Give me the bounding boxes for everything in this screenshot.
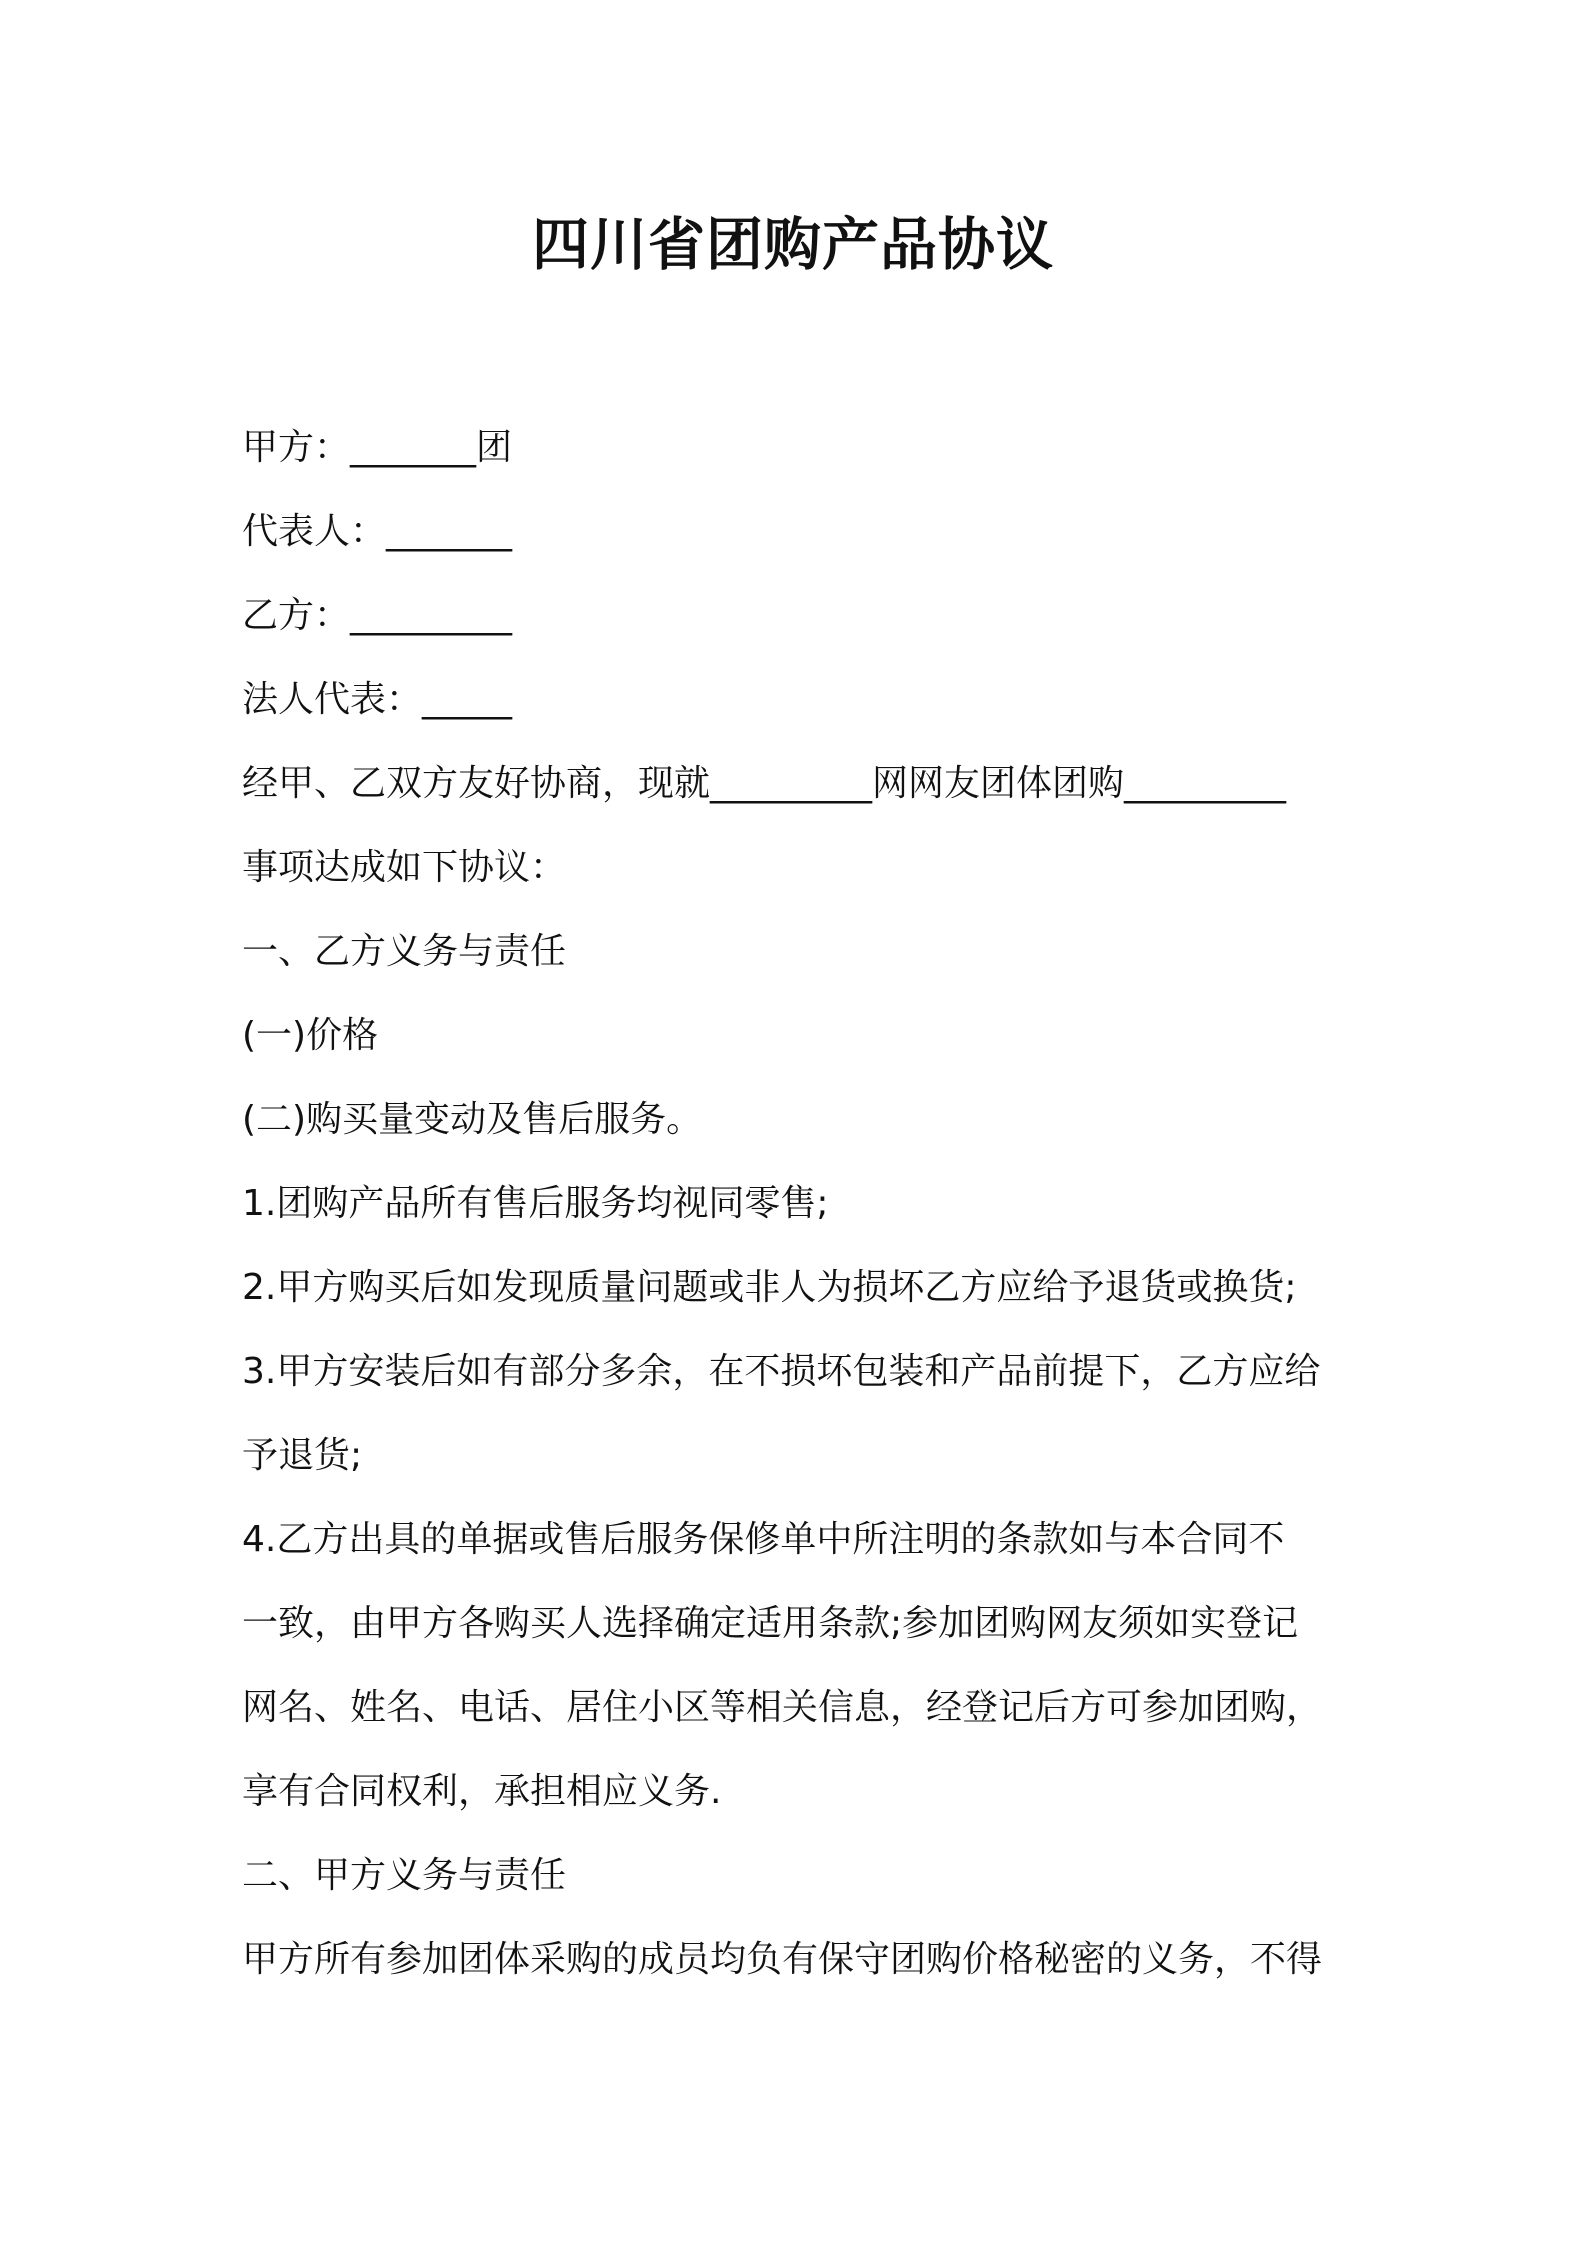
section-heading-1: 一、乙方义务与责任 [242,931,567,972]
document-body [242,406,1362,2002]
clause-2: 2.甲方购买后如发现质量问题或非人为损坏乙方应给予退货或换货; [242,1267,1297,1308]
clause-3: 3.甲方安装后如有部分多余，在不损坏包装和产品前提下，乙方应给 [242,1351,1321,1392]
party-a-duty-paragraph: 甲方所有参加团体采购的成员均负有保守团购价格秘密的义务，不得 [242,1939,1323,1980]
party-b-line: 乙方：_________ [242,595,513,636]
legal-representative-line: 法人代表：_____ [242,679,513,720]
party-a-line: 甲方：_______团 [242,427,513,468]
clause-4: 4.乙方出具的单据或售后服务保修单中所注明的条款如与本合同不 [242,1519,1285,1560]
clause-1: 1.团购产品所有售后服务均视同零售; [242,1183,829,1224]
clause-4-cont: 享有合同权利，承担相应义务. [242,1771,722,1812]
subsection-after-sales: (二)购买量变动及售后服务。 [242,1099,703,1140]
subsection-price: (一)价格 [242,1015,379,1056]
intro-paragraph-line: 经甲、乙双方友好协商，现就_________网网友团体团购_________ [242,763,1287,804]
section-heading-2: 二、甲方义务与责任 [242,1855,567,1896]
clause-4-cont: 网名、姓名、电话、居住小区等相关信息，经登记后方可参加团购， [242,1687,1323,1728]
intro-paragraph-line: 事项达成如下协议： [242,847,567,888]
clause-4-cont: 一致，由甲方各购买人选择确定适用条款;参加团购网友须如实登记 [242,1603,1299,1644]
document-title: 四川省团购产品协议 [532,212,1054,278]
clause-3-cont: 予退货; [242,1435,363,1476]
representative-line: 代表人：_______ [242,511,513,552]
